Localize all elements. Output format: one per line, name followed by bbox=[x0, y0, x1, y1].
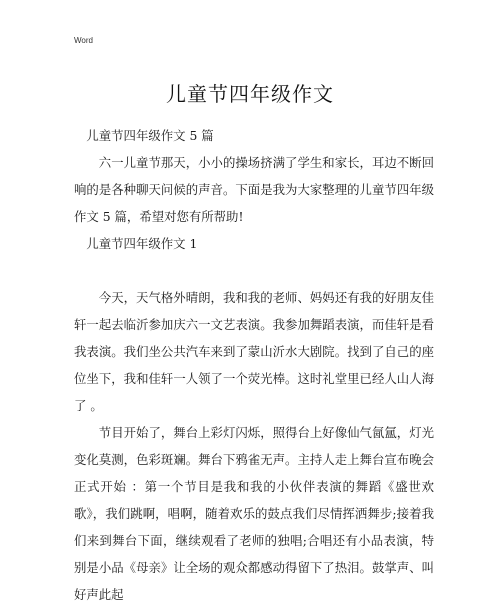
paragraph-spacer bbox=[74, 257, 434, 284]
document-subtitle: 儿童节四年级作文 5 篇 bbox=[86, 128, 214, 143]
body-paragraph-2: 节目开始了，舞台上彩灯闪烁，照得台上好像仙气氤氲，灯光变化莫测，色彩斑斓。舞台下鸦雀无声。主持人走上舞台宣布晚会正式开始 ：第一个节目是我和我的小伙伴表演的舞蹈《盛世欢歌》，我们跳啊，唱啊，随着欢乐的鼓点我们尽情挥洒舞步;接着我们来到舞台下面，继续观看了老师的独唱;合唱还有小品表演，特别是小品《母亲》让全场的观众都感动得留下了热泪。鼓掌声、叫好声此起 bbox=[74, 425, 434, 602]
section-heading: 儿童节四年级作文 1 bbox=[86, 236, 198, 251]
body-paragraph-1: 今天，天气格外晴朗，我和我的老师、妈妈还有我的好朋友佳轩一起去临沂参加庆六一文艺表演。我参加舞蹈表演，而佳轩是看我表演。我们坐公共汽车来到了蒙山沂水大剧院。找到了自己的座位坐下，我和佳轩一人领了一个荧光棒。这时礼堂里已经人山人海了 。 bbox=[74, 290, 434, 413]
document-body bbox=[74, 122, 434, 608]
document-title: 儿童节四年级作文 bbox=[166, 82, 334, 106]
app-label: Word bbox=[74, 36, 93, 45]
intro-paragraph: 六一儿童节那天，小小的操场挤满了学生和家长，耳边不断回响的是各种聊天问候的声音。下面是我为大家整理的儿童节四年级作文 5 篇，希望对您有所帮助! bbox=[74, 155, 434, 224]
